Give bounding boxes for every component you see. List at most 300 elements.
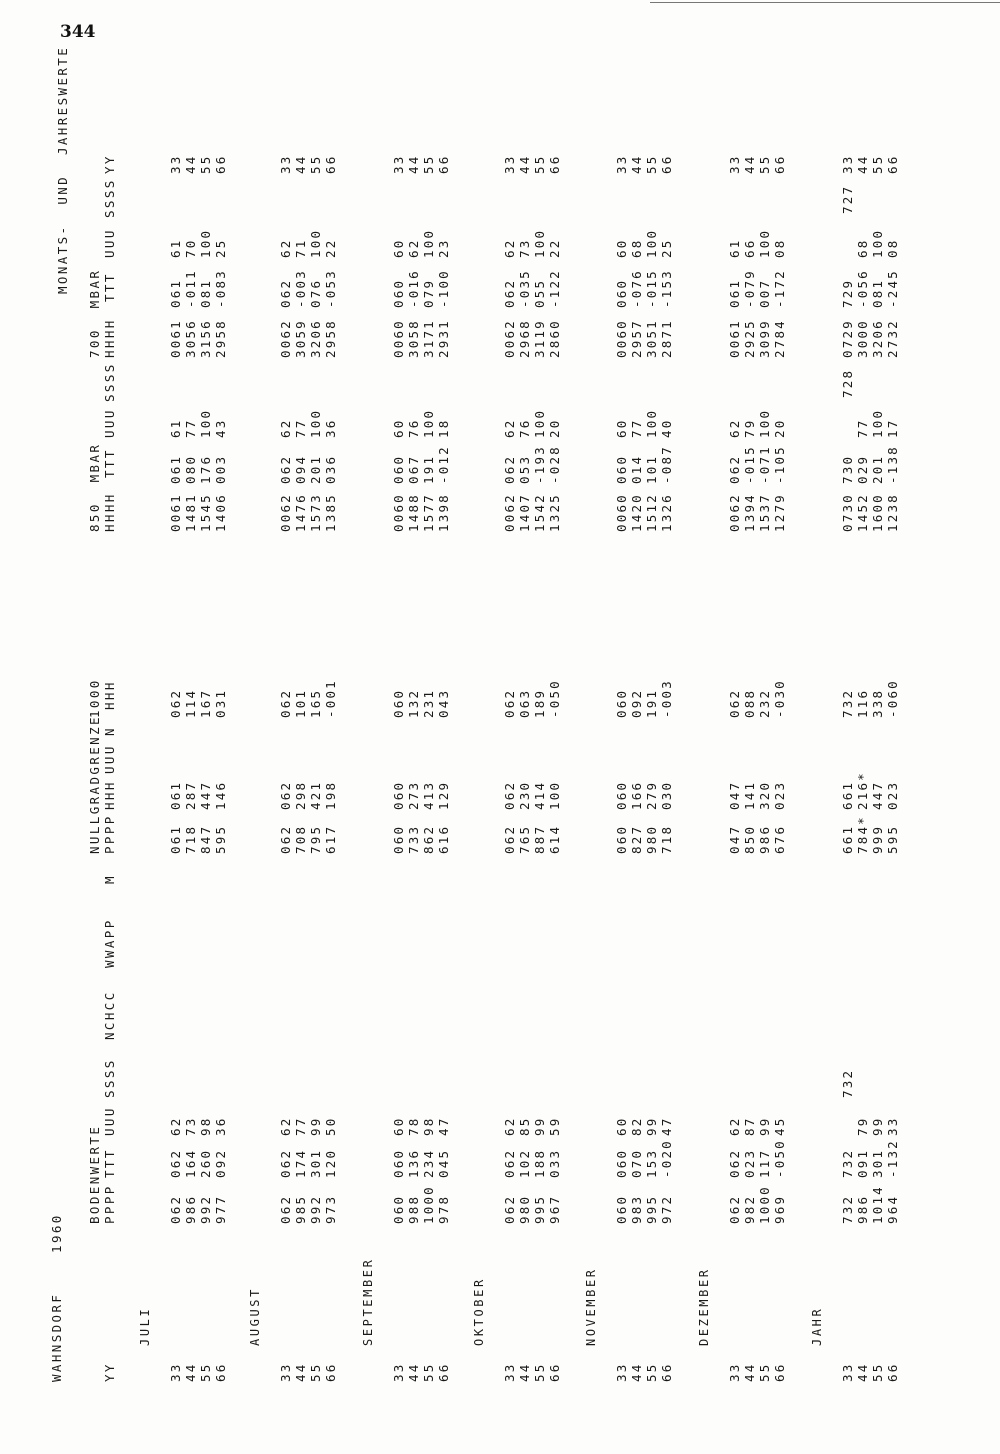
yy-right-cell: 33 bbox=[840, 154, 855, 174]
u850-cell: 36 bbox=[323, 418, 338, 438]
t700-cell: -172 bbox=[772, 269, 787, 308]
h700-cell: 0062 bbox=[278, 319, 293, 358]
uuu-cell: 60 bbox=[614, 1116, 629, 1136]
null-hhh-cell: 413 bbox=[421, 780, 436, 810]
pppp-cell: 983 bbox=[629, 1194, 644, 1224]
h1000-cell: 189 bbox=[532, 688, 547, 718]
h700-cell: 2732 bbox=[885, 319, 900, 358]
yy-right-cell: 55 bbox=[308, 154, 323, 174]
t700-cell: 061 bbox=[168, 278, 183, 308]
u700-cell: 62 bbox=[406, 238, 421, 258]
null-pppp-cell: 617 bbox=[323, 824, 338, 854]
table-row bbox=[198, 0, 213, 1454]
s850-cell: 728 bbox=[840, 368, 855, 398]
u700-cell: 100 bbox=[308, 228, 323, 258]
pppp-cell: 060 bbox=[614, 1194, 629, 1224]
u850-cell: 60 bbox=[391, 418, 406, 438]
ttt-cell: 117 bbox=[757, 1148, 772, 1178]
u700-cell: 100 bbox=[870, 228, 885, 258]
ttt-cell: 234 bbox=[421, 1148, 436, 1178]
pppp-cell: 992 bbox=[198, 1194, 213, 1224]
month-label: NOVEMBER bbox=[584, 1267, 598, 1346]
table-row bbox=[421, 0, 436, 1454]
h700-cell: 3156 bbox=[198, 319, 213, 358]
t700-cell: -011 bbox=[183, 269, 198, 308]
h700-cell: 0062 bbox=[502, 319, 517, 358]
t850-cell: 176 bbox=[198, 454, 213, 484]
t850-cell: -071 bbox=[757, 445, 772, 484]
h1000-cell: -003 bbox=[659, 679, 674, 718]
pppp-cell: 980 bbox=[517, 1194, 532, 1224]
header-850-ssss: SSSS bbox=[102, 362, 117, 402]
table-row bbox=[278, 0, 293, 1454]
null-pppp-cell: 062 bbox=[502, 824, 517, 854]
t850-cell: -087 bbox=[659, 445, 674, 484]
h850-cell: 0060 bbox=[391, 493, 406, 532]
uuu-cell: 45 bbox=[772, 1116, 787, 1136]
u850-cell: 40 bbox=[659, 418, 674, 438]
null-pppp-cell: 661 bbox=[840, 824, 855, 854]
t850-cell: -012 bbox=[436, 445, 451, 484]
pppp-cell: 1000 bbox=[421, 1185, 436, 1224]
t700-cell: 081 bbox=[198, 278, 213, 308]
pppp-cell: 995 bbox=[644, 1194, 659, 1224]
yy-right-cell: 44 bbox=[183, 154, 198, 174]
yy-right-cell: 33 bbox=[168, 154, 183, 174]
t700-cell: 079 bbox=[421, 278, 436, 308]
yy-right-cell: 55 bbox=[421, 154, 436, 174]
null-hhh-cell: 279 bbox=[644, 780, 659, 810]
null-hhh-cell: 061 bbox=[168, 780, 183, 810]
h850-cell: 1385 bbox=[323, 493, 338, 532]
h1000-cell: 062 bbox=[168, 688, 183, 718]
page-number: 344 bbox=[60, 22, 96, 42]
table-row bbox=[293, 0, 308, 1454]
null-hhh-cell: 023 bbox=[885, 780, 900, 810]
t850-cell: -105 bbox=[772, 445, 787, 484]
t700-cell: -100 bbox=[436, 269, 451, 308]
u700-cell: 66 bbox=[742, 238, 757, 258]
h700-cell: 0729 bbox=[840, 319, 855, 358]
null-hhh-cell: 287 bbox=[183, 780, 198, 810]
t850-cell: 191 bbox=[421, 454, 436, 484]
table-row bbox=[323, 0, 338, 1454]
month-label: JULI bbox=[138, 1306, 152, 1346]
pppp-cell: 986 bbox=[183, 1194, 198, 1224]
ttt-cell: 023 bbox=[742, 1148, 757, 1178]
pppp-cell: 982 bbox=[742, 1194, 757, 1224]
h850-cell: 1325 bbox=[547, 493, 562, 532]
ttt-cell: 060 bbox=[614, 1148, 629, 1178]
h850-cell: 1577 bbox=[421, 493, 436, 532]
header-nchcc: NCHCC bbox=[102, 990, 117, 1040]
header-ssss: SSSS bbox=[102, 1058, 117, 1098]
uuu-cell: 50 bbox=[323, 1116, 338, 1136]
h850-cell: 1545 bbox=[198, 493, 213, 532]
yy-right-cell: 55 bbox=[532, 154, 547, 174]
t850-cell: 003 bbox=[213, 454, 228, 484]
uuu-cell: 82 bbox=[629, 1116, 644, 1136]
null-pppp-cell: 827 bbox=[629, 824, 644, 854]
pppp-cell: 985 bbox=[293, 1194, 308, 1224]
u700-cell: 08 bbox=[885, 238, 900, 258]
null-hhh-cell: 062 bbox=[278, 780, 293, 810]
yy-cell: 66 bbox=[885, 1362, 900, 1382]
t700-cell: 060 bbox=[391, 278, 406, 308]
t700-cell: 062 bbox=[278, 278, 293, 308]
table-row bbox=[213, 0, 228, 1454]
null-pppp-cell: 718 bbox=[659, 824, 674, 854]
header-wwapp: WWAPP bbox=[102, 918, 117, 968]
u850-cell: 62 bbox=[502, 418, 517, 438]
h850-cell: 1512 bbox=[644, 493, 659, 532]
yy-right-cell: 44 bbox=[629, 154, 644, 174]
ttt-cell: 062 bbox=[727, 1148, 742, 1178]
t700-cell: 729 bbox=[840, 278, 855, 308]
ttt-cell: 102 bbox=[517, 1148, 532, 1178]
null-hhh-cell: 273 bbox=[406, 780, 421, 810]
h1000-cell: 062 bbox=[502, 688, 517, 718]
null-hhh-cell: 100 bbox=[547, 780, 562, 810]
h850-cell: 1279 bbox=[772, 493, 787, 532]
u850-cell: 62 bbox=[278, 418, 293, 438]
null-hhh-cell: 447 bbox=[198, 780, 213, 810]
h850-cell: 0062 bbox=[278, 493, 293, 532]
ttt-cell: 153 bbox=[644, 1148, 659, 1178]
ttt-cell: 070 bbox=[629, 1148, 644, 1178]
h700-cell: 2925 bbox=[742, 319, 757, 358]
yy-cell: 55 bbox=[870, 1362, 885, 1382]
h700-cell: 3056 bbox=[183, 319, 198, 358]
yy-cell: 55 bbox=[532, 1362, 547, 1382]
uuu-cell: 59 bbox=[547, 1116, 562, 1136]
h1000-cell: 063 bbox=[517, 688, 532, 718]
ttt-cell: 033 bbox=[547, 1148, 562, 1178]
yy-cell: 44 bbox=[406, 1362, 421, 1382]
t700-cell: -122 bbox=[547, 269, 562, 308]
yy-right-cell: 44 bbox=[293, 154, 308, 174]
h850-cell: 1407 bbox=[517, 493, 532, 532]
yy-cell: 55 bbox=[421, 1362, 436, 1382]
h1000-cell: 062 bbox=[278, 688, 293, 718]
yy-cell: 33 bbox=[391, 1362, 406, 1382]
t700-cell: 060 bbox=[614, 278, 629, 308]
t700-cell: -016 bbox=[406, 269, 421, 308]
header-ttt: TTT bbox=[102, 1148, 117, 1178]
station-title: WAHNSDORF 1960 bbox=[49, 1213, 64, 1382]
month-label: SEPTEMBER bbox=[361, 1257, 375, 1346]
h850-cell: 1398 bbox=[436, 493, 451, 532]
t850-cell: 060 bbox=[614, 454, 629, 484]
u850-cell: 17 bbox=[885, 418, 900, 438]
ttt-cell: 174 bbox=[293, 1148, 308, 1178]
null-hhh-cell: 062 bbox=[502, 780, 517, 810]
header-700-ttt: TTT bbox=[102, 272, 117, 302]
table-row bbox=[168, 0, 183, 1454]
u850-cell: 20 bbox=[547, 418, 562, 438]
h1000-cell: 338 bbox=[870, 688, 885, 718]
h850-cell: 1476 bbox=[293, 493, 308, 532]
header-null-n: N bbox=[102, 726, 117, 736]
h700-cell: 3000 bbox=[855, 319, 870, 358]
null-hhh-cell: 129 bbox=[436, 780, 451, 810]
yy-cell: 66 bbox=[213, 1362, 228, 1382]
null-hhh-cell: 030 bbox=[659, 780, 674, 810]
h700-cell: 0060 bbox=[391, 319, 406, 358]
yy-cell: 33 bbox=[614, 1362, 629, 1382]
h1000-cell: 043 bbox=[436, 688, 451, 718]
uuu-cell: 98 bbox=[421, 1116, 436, 1136]
h850-cell: 1394 bbox=[742, 493, 757, 532]
h1000-cell: 101 bbox=[293, 688, 308, 718]
t700-cell: -035 bbox=[517, 269, 532, 308]
t700-cell: 081 bbox=[870, 278, 885, 308]
ttt-cell: 188 bbox=[532, 1148, 547, 1178]
h700-cell: 3119 bbox=[532, 319, 547, 358]
yy-cell: 44 bbox=[855, 1362, 870, 1382]
ttt-cell: 164 bbox=[183, 1148, 198, 1178]
header-null-hhh: HHH bbox=[102, 780, 117, 810]
null-pppp-cell: 765 bbox=[517, 824, 532, 854]
header-null-uuu: UUU bbox=[102, 744, 117, 774]
pppp-cell: 062 bbox=[278, 1194, 293, 1224]
u700-cell: 62 bbox=[278, 238, 293, 258]
h850-cell: 0060 bbox=[614, 493, 629, 532]
yy-right-cell: 66 bbox=[772, 154, 787, 174]
header-700-hhhh: HHHH bbox=[102, 318, 117, 358]
table-row bbox=[840, 0, 855, 1454]
null-hhh-cell: 198 bbox=[323, 780, 338, 810]
table-row bbox=[742, 0, 757, 1454]
h850-cell: 0062 bbox=[727, 493, 742, 532]
h700-cell: 3206 bbox=[870, 319, 885, 358]
u850-cell: 100 bbox=[532, 408, 547, 438]
u850-cell: 100 bbox=[757, 408, 772, 438]
null-hhh-cell: 661 bbox=[840, 780, 855, 810]
h850-cell: 1573 bbox=[308, 493, 323, 532]
null-pppp-cell: 047 bbox=[727, 824, 742, 854]
t700-cell: 062 bbox=[502, 278, 517, 308]
h700-cell: 2957 bbox=[629, 319, 644, 358]
yy-right-cell: 55 bbox=[198, 154, 213, 174]
t850-cell: 201 bbox=[308, 454, 323, 484]
table-row bbox=[391, 0, 406, 1454]
t700-cell: -079 bbox=[742, 269, 757, 308]
header-pppp: PPPP bbox=[102, 1184, 117, 1224]
header-850-hhhh: HHHH bbox=[102, 492, 117, 532]
h1000-cell: 167 bbox=[198, 688, 213, 718]
u700-cell: 25 bbox=[213, 238, 228, 258]
null-hhh-cell: 060 bbox=[614, 780, 629, 810]
h850-cell: 1481 bbox=[183, 493, 198, 532]
t850-cell: 201 bbox=[870, 454, 885, 484]
h700-cell: 2784 bbox=[772, 319, 787, 358]
table-row bbox=[629, 0, 644, 1454]
null-hhh-cell: 230 bbox=[517, 780, 532, 810]
table-row bbox=[308, 0, 323, 1454]
ttt-cell: 062 bbox=[278, 1148, 293, 1178]
yy-right-cell: 55 bbox=[870, 154, 885, 174]
yy-right-cell: 33 bbox=[391, 154, 406, 174]
null-pppp-cell: 060 bbox=[391, 824, 406, 854]
table-row bbox=[517, 0, 532, 1454]
null-pppp-cell: 616 bbox=[436, 824, 451, 854]
h700-cell: 3171 bbox=[421, 319, 436, 358]
t700-cell: 076 bbox=[308, 278, 323, 308]
t850-cell: 062 bbox=[502, 454, 517, 484]
table-row bbox=[885, 0, 900, 1454]
yy-cell: 44 bbox=[293, 1362, 308, 1382]
table-row bbox=[772, 0, 787, 1454]
uuu-cell: 87 bbox=[742, 1116, 757, 1136]
u700-cell: 100 bbox=[198, 228, 213, 258]
s700-cell: 727 bbox=[840, 184, 855, 214]
u700-cell: 08 bbox=[772, 238, 787, 258]
table-row bbox=[727, 0, 742, 1454]
yy-cell: 44 bbox=[183, 1362, 198, 1382]
header-700-mbar: 700 MBAR bbox=[87, 268, 102, 358]
ttt-cell: 062 bbox=[502, 1148, 517, 1178]
yy-right-cell: 33 bbox=[727, 154, 742, 174]
header-700-ssss: SSSS bbox=[102, 178, 117, 218]
h1000-cell: -050 bbox=[547, 679, 562, 718]
yy-cell: 33 bbox=[502, 1362, 517, 1382]
u700-cell: 61 bbox=[727, 238, 742, 258]
pppp-cell: 967 bbox=[547, 1194, 562, 1224]
uuu-cell: 47 bbox=[436, 1116, 451, 1136]
u850-cell: 77 bbox=[855, 418, 870, 438]
yy-right-cell: 66 bbox=[213, 154, 228, 174]
yy-cell: 44 bbox=[517, 1362, 532, 1382]
h850-cell: 1537 bbox=[757, 493, 772, 532]
yy-right-cell: 66 bbox=[659, 154, 674, 174]
u850-cell: 100 bbox=[308, 408, 323, 438]
h700-cell: 3058 bbox=[406, 319, 421, 358]
uuu-cell: 98 bbox=[198, 1116, 213, 1136]
pppp-cell: 988 bbox=[406, 1194, 421, 1224]
header-m: M bbox=[102, 874, 117, 884]
right-title: MONATS- UND JAHRESWERTE bbox=[55, 45, 70, 294]
t700-cell: -015 bbox=[644, 269, 659, 308]
u700-cell: 70 bbox=[183, 238, 198, 258]
pppp-cell: 964 bbox=[885, 1194, 900, 1224]
t850-cell: 094 bbox=[293, 454, 308, 484]
ttt-cell: 060 bbox=[391, 1148, 406, 1178]
table-row bbox=[757, 0, 772, 1454]
header-850-mbar: 850 MBAR bbox=[87, 442, 102, 532]
pppp-cell: 062 bbox=[502, 1194, 517, 1224]
h1000-cell: 191 bbox=[644, 688, 659, 718]
h700-cell: 2958 bbox=[323, 319, 338, 358]
t700-cell: -003 bbox=[293, 269, 308, 308]
u850-cell: 77 bbox=[293, 418, 308, 438]
ttt-cell: 091 bbox=[855, 1148, 870, 1178]
null-pppp-cell: 595 bbox=[885, 824, 900, 854]
month-label: JAHR bbox=[810, 1306, 824, 1346]
null-hhh-cell: 421 bbox=[308, 780, 323, 810]
uuu-cell: 36 bbox=[213, 1116, 228, 1136]
h1000-cell: 165 bbox=[308, 688, 323, 718]
u700-cell: 100 bbox=[421, 228, 436, 258]
yy-right-cell: 44 bbox=[406, 154, 421, 174]
null-pppp-cell: 614 bbox=[547, 824, 562, 854]
u700-cell: 71 bbox=[293, 238, 308, 258]
uuu-cell: 99 bbox=[870, 1116, 885, 1136]
ssss-cell: 732 bbox=[840, 1068, 855, 1098]
t850-cell: -015 bbox=[742, 445, 757, 484]
yy-cell: 66 bbox=[772, 1362, 787, 1382]
null-hhh-cell: 141 bbox=[742, 780, 757, 810]
h700-cell: 3206 bbox=[308, 319, 323, 358]
h850-cell: 0730 bbox=[840, 493, 855, 532]
h700-cell: 2871 bbox=[659, 319, 674, 358]
yy-cell: 66 bbox=[547, 1362, 562, 1382]
u700-cell: 60 bbox=[391, 238, 406, 258]
null-hhh-cell: 298 bbox=[293, 780, 308, 810]
uuu-cell: 47 bbox=[659, 1116, 674, 1136]
yy-cell: 66 bbox=[659, 1362, 674, 1382]
pppp-cell: 969 bbox=[772, 1194, 787, 1224]
u850-cell: 62 bbox=[727, 418, 742, 438]
uuu-cell: 62 bbox=[168, 1116, 183, 1136]
pppp-cell: 732 bbox=[840, 1194, 855, 1224]
uuu-cell: 62 bbox=[278, 1116, 293, 1136]
t700-cell: 007 bbox=[757, 278, 772, 308]
t850-cell: 062 bbox=[278, 454, 293, 484]
h700-cell: 3051 bbox=[644, 319, 659, 358]
table-row bbox=[855, 0, 870, 1454]
t700-cell: -076 bbox=[629, 269, 644, 308]
h700-cell: 2931 bbox=[436, 319, 451, 358]
u850-cell: 43 bbox=[213, 418, 228, 438]
uuu-cell: 79 bbox=[855, 1116, 870, 1136]
t700-cell: -056 bbox=[855, 269, 870, 308]
u850-cell: 20 bbox=[772, 418, 787, 438]
ttt-cell: 092 bbox=[213, 1148, 228, 1178]
null-hhh-cell: 023 bbox=[772, 780, 787, 810]
yy-cell: 55 bbox=[308, 1362, 323, 1382]
null-hhh-cell: 320 bbox=[757, 780, 772, 810]
null-pppp-cell: 676 bbox=[772, 824, 787, 854]
null-pppp-cell: 980 bbox=[644, 824, 659, 854]
h1000-cell: 088 bbox=[742, 688, 757, 718]
u850-cell: 100 bbox=[870, 408, 885, 438]
pppp-cell: 1000 bbox=[757, 1185, 772, 1224]
table-row bbox=[644, 0, 659, 1454]
h850-cell: 1542 bbox=[532, 493, 547, 532]
u700-cell: 23 bbox=[436, 238, 451, 258]
pppp-cell: 1014 bbox=[870, 1185, 885, 1224]
header-null-pppp: PPPP bbox=[102, 814, 117, 854]
yy-cell: 33 bbox=[278, 1362, 293, 1382]
ttt-cell: 301 bbox=[870, 1148, 885, 1178]
u700-cell: 62 bbox=[502, 238, 517, 258]
u700-cell: 100 bbox=[757, 228, 772, 258]
pppp-cell: 972 bbox=[659, 1194, 674, 1224]
null-pppp-cell: 887 bbox=[532, 824, 547, 854]
uuu-cell: 77 bbox=[293, 1116, 308, 1136]
table-row bbox=[532, 0, 547, 1454]
u700-cell: 25 bbox=[659, 238, 674, 258]
header-850-uuu: UUU bbox=[102, 408, 117, 438]
u700-cell: 100 bbox=[644, 228, 659, 258]
t850-cell: 101 bbox=[644, 454, 659, 484]
yy-right-cell: 44 bbox=[742, 154, 757, 174]
pppp-cell: 060 bbox=[391, 1194, 406, 1224]
null-pppp-cell: 733 bbox=[406, 824, 421, 854]
yy-right-cell: 66 bbox=[885, 154, 900, 174]
h850-cell: 1600 bbox=[870, 493, 885, 532]
